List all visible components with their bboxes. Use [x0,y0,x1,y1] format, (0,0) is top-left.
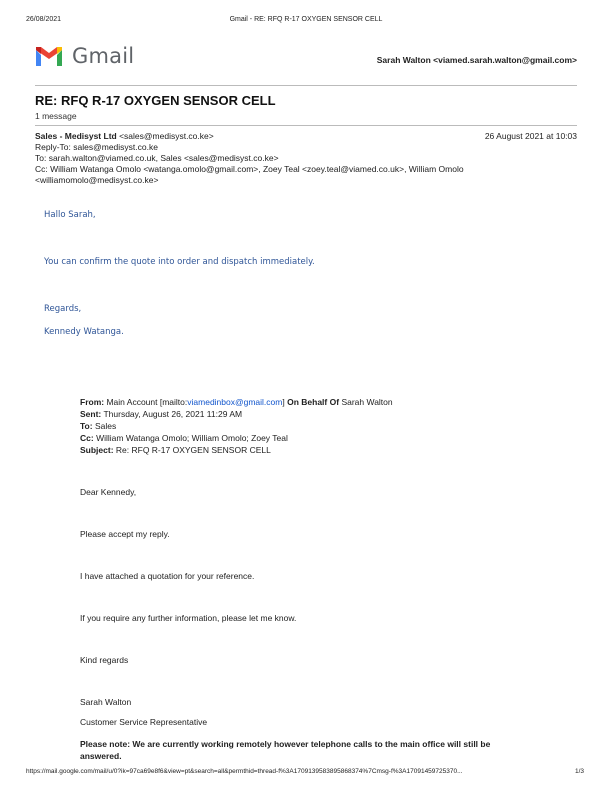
body-signature: Kennedy Watanga. [44,327,124,337]
quoted-sent-label: Sent: [80,409,102,419]
body-regards: Regards, [44,304,82,314]
message-count: 1 message [35,111,77,121]
quoted-closing: Kind regards [80,655,129,665]
sender [35,131,214,142]
quoted-sent-value: Thursday, August 26, 2021 11:29 AM [103,409,243,419]
cc-line-continued: <williamomolo@medisyst.co.ke> [35,175,159,185]
remote-note-continued: answered. [80,751,122,761]
gmail-logo-icon [34,44,64,68]
body-line: You can confirm the quote into order and dispatch immediately. [44,257,315,267]
print-title: Gmail - RE: RFQ R-17 OXYGEN SENSOR CELL [229,16,383,23]
quoted-to-value: Sales [94,421,117,431]
account-email: Sarah Walton <viamed.sarah.walton@gmail.com> [376,55,577,65]
sender-name: Sales - Medisyst Ltd [35,131,117,141]
gmail-wordmark: Gmail [72,44,135,68]
quoted-to [80,420,116,432]
quoted-greeting: Dear Kennedy, [80,487,137,497]
quoted-paragraph: I have attached a quotation for your reference. [80,571,255,581]
page-number: 1/3 [574,768,584,775]
quoted-from-label: From: [80,397,105,407]
quoted-from-value: Main Account [mailto: [106,397,188,407]
thread-subject: RE: RFQ R-17 OXYGEN SENSOR CELL [35,93,276,108]
quoted-sent [80,408,242,420]
quoted-cc-value: William Watanga Omolo; William Omolo; Zoey Teal [96,433,288,443]
cc-line: Cc: William Watanga Omolo <watanga.omolo@gmail.com>, Zoey Teal <zoey.teal@viamed.co.uk>, William Omolo [35,164,464,174]
quoted-paragraph: Please accept my reply. [80,529,170,539]
print-url: https://mail.google.com/mail/u/0?ik=97ca69e8f6&view=pt&search=all&permthid=thread-f%3A1709139583895868374%7Cmsg-f%3A17091459725370... [26,768,463,775]
quoted-subject [80,444,271,456]
divider [35,125,577,126]
reply-to: Reply-To: sales@medisyst.co.ke [35,142,158,152]
remote-note: Please note: We are currently working remotely however telephone calls to the main office will still be [80,739,491,749]
quoted-subject-value: Re: RFQ R-17 OXYGEN SENSOR CELL [115,445,271,455]
divider [35,85,577,86]
sender-email: <sales@medisyst.co.ke> [119,131,214,141]
quoted-from [80,396,393,408]
to-line: To: sarah.walton@viamed.co.uk, Sales <sales@medisyst.co.ke> [35,153,279,163]
signature-name: Sarah Walton [80,697,132,707]
quoted-subject-label: Subject: [80,445,114,455]
on-behalf-label: On Behalf Of [287,397,340,407]
quoted-cc [80,432,288,444]
body-greeting: Hallo Sarah, [44,210,96,220]
quoted-from-close: ] [282,397,285,407]
print-date: 26/08/2021 [26,16,62,23]
signature-title: Customer Service Representative [80,717,208,727]
message-date: 26 August 2021 at 10:03 [484,131,577,141]
mailto-link[interactable]: viamedinbox@gmail.com [187,397,283,407]
on-behalf-value: Sarah Walton [341,397,393,407]
quoted-cc-label: Cc: [80,433,94,443]
quoted-to-label: To: [80,421,93,431]
quoted-paragraph: If you require any further information, please let me know. [80,613,297,623]
